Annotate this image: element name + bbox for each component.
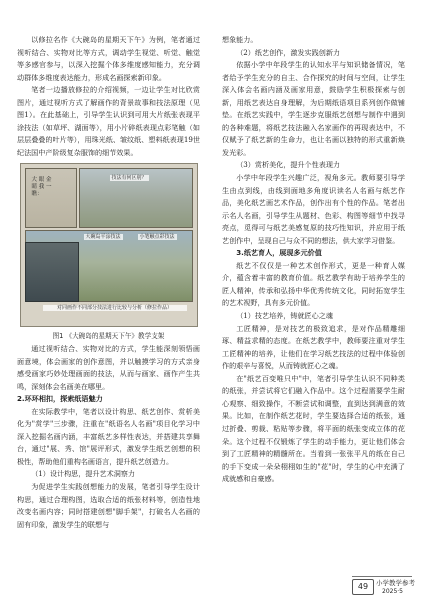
figure-panel-notes [25,168,77,228]
paragraph: 在实际教学中，笔者以设计构思、纸艺创作、赏析美化为"赏学"三步骤，注重在"纸语名人名画"项目化学习中深入挖掘名画内涵，丰富纸艺多样性表达，并搭建共享舞台，通过"展、秀、馆"展评形式，激发学生纸艺创想的积极性，帮助他们重构名画语言，提升纸艺创造力。 [17,406,200,466]
figure-note: 大眼金睛我一瞧： [31,177,52,198]
paragraph: 以修拉名作《大碗岛的星期天下午》为例，笔者通过视听结合、实物对比等方式，调动学生视觉、听觉、触觉等多感官参与，以深入挖掘个体多维度感知能力，充分调动群体多维度表达能力，形成名画探索新印象。 [17,35,200,82]
paragraph: 小学中年段学生兴趣广泛，视角多元。教师要引导学生由点到线，由线到面地多角度识读名人名画与纸艺作品，美化纸艺画艺术作品，创作出有个性的作品。笔者出示名人名画，引导学生从题材、色彩、构图等细节中找寻亮点，觅得可与纸艺美感复原的技巧性知识，并应用于纸艺创作中，呈现自己与众不同的想法，供大家学习借鉴。 [222,173,405,245]
section-heading: 2.环环相扣，探索纸语魅力 [17,394,103,404]
footer-divider [352,576,412,577]
figure-label: 对同画作不同部分技法进行比较与分析（修拉作品） [43,305,187,311]
section-heading: 3.纸艺育人，展现多元价值 [236,248,322,258]
paragraph: 想象能力。 [222,35,258,44]
figure-label: 大碗岛平涂技法 [85,234,121,241]
figure-portrait [25,242,79,302]
paragraph: 纸艺不仅仅是一种艺术创作形式，更是一种育人媒介，蕴含着丰富的教育价值。纸艺教学有助于培养学生的匠人精神，传承和弘扬中华优秀传统文化，同时拓宽学生的艺术视野，具有多元价值。 [222,260,405,308]
right-column [222,34,405,486]
figure-label: 技法有何区别？ [111,175,147,182]
paragraph: 依据小学中年段学生的认知水平与知识储备情况，笔者给予学生充分的自主、合作探究的时间与空间，让学生深入体会名画内涵及画家用意，鼓励学生积极探索与创新，用纸艺表达自身理解，为后期纸语项目系列创作做铺垫。在纸艺实践中，学生逐步克服纸艺创想与制作中遇到的各种难题，将纸艺技法融入名家画作的再现表达中，不仅赋予了纸艺新的生命力，也让名画以独特的形式重新焕发光彩。 [222,60,405,157]
paragraph: 为促进学生实践创想能力的发展，笔者引导学生设计构思，通过合理构图，选取合适的纸张材料等，创造性地改变名画内容；同时搭建创想"脚手架"，打破名人名画的固有印象，激发学生的联想与 [17,482,200,529]
subsection-heading: （3）赏析美化，提升个性表现力 [236,160,341,170]
figure-label: 小笔触点彩技法 [139,234,175,241]
paragraph: 工匠精神，是对技艺的极致追求，是对作品精雕细琢、精益求精的态度。在纸艺教学中，教师要注重对学生工匠精神的培养，让他们在学习纸艺技法的过程中体验创作的艰辛与喜悦，从而铸就匠心之魂。 [222,323,405,371]
figure-1 [20,163,198,327]
paragraph: 通过视听结合、实物对比的方式，学生能深刻领悟画面意境，体会画家的创作意图，并以触摸学习的方式亲身感受画家巧妙处理画面的技法，从而与画家、画作产生共鸣，深刻体会名画美在哪里。 [17,344,200,391]
subsection-heading: （2）纸艺创作，激发实践创新力 [236,47,341,57]
left-column [17,34,200,531]
journal-name: 小学教学参考 [376,579,415,587]
issue-label: 2025·5 [382,588,403,595]
figure-painting-top [79,168,193,228]
paragraph: 笔者一边播放修拉的介绍视频，一边让学生对比欣赏图片，通过视听方式了解画作的背景故事和技法原理（见图1）。在此基础上，引导学生认识到可用大片纸张表现平涂技法（如草坪、湖面等），用小片碎纸表现点彩笔触（如层层叠叠的叶片等），用珠光纸、皱纹纸、塑料纸表现19世纪法国中产阶级复杂服饰的细节效果。 [17,85,200,157]
paragraph: 在"纸艺百变唯只中"中，笔者引导学生认识不同种类的纸张，并尝试将它们融入作品中。这个过程需要学生耐心观察、细致操作，不断尝试和调整，直到达到满意的效果。比如，在制作纸艺花时，学生要选择合适的纸张，通过折叠、剪裁、粘贴等步骤，将平面的纸张变成立体的花朵。这个过程不仅锻炼了学生的动手能力，更让他们体会到了工匠精神的精髓所在。当看到一张张平凡的纸在自己的手下变成一朵朵栩栩如生的"花"时，学生的心中充满了成就感和自豪感。 [222,373,405,484]
figure-caption: 图1 《大碗岛的星期天下午》教学支架 [52,332,165,341]
subsection-heading: （1）技艺培养，铸就匠心之魂 [236,311,333,321]
page-number: 49 [352,579,374,595]
subsection-heading: （1）设计构思，提升艺术洞察力 [31,469,136,479]
